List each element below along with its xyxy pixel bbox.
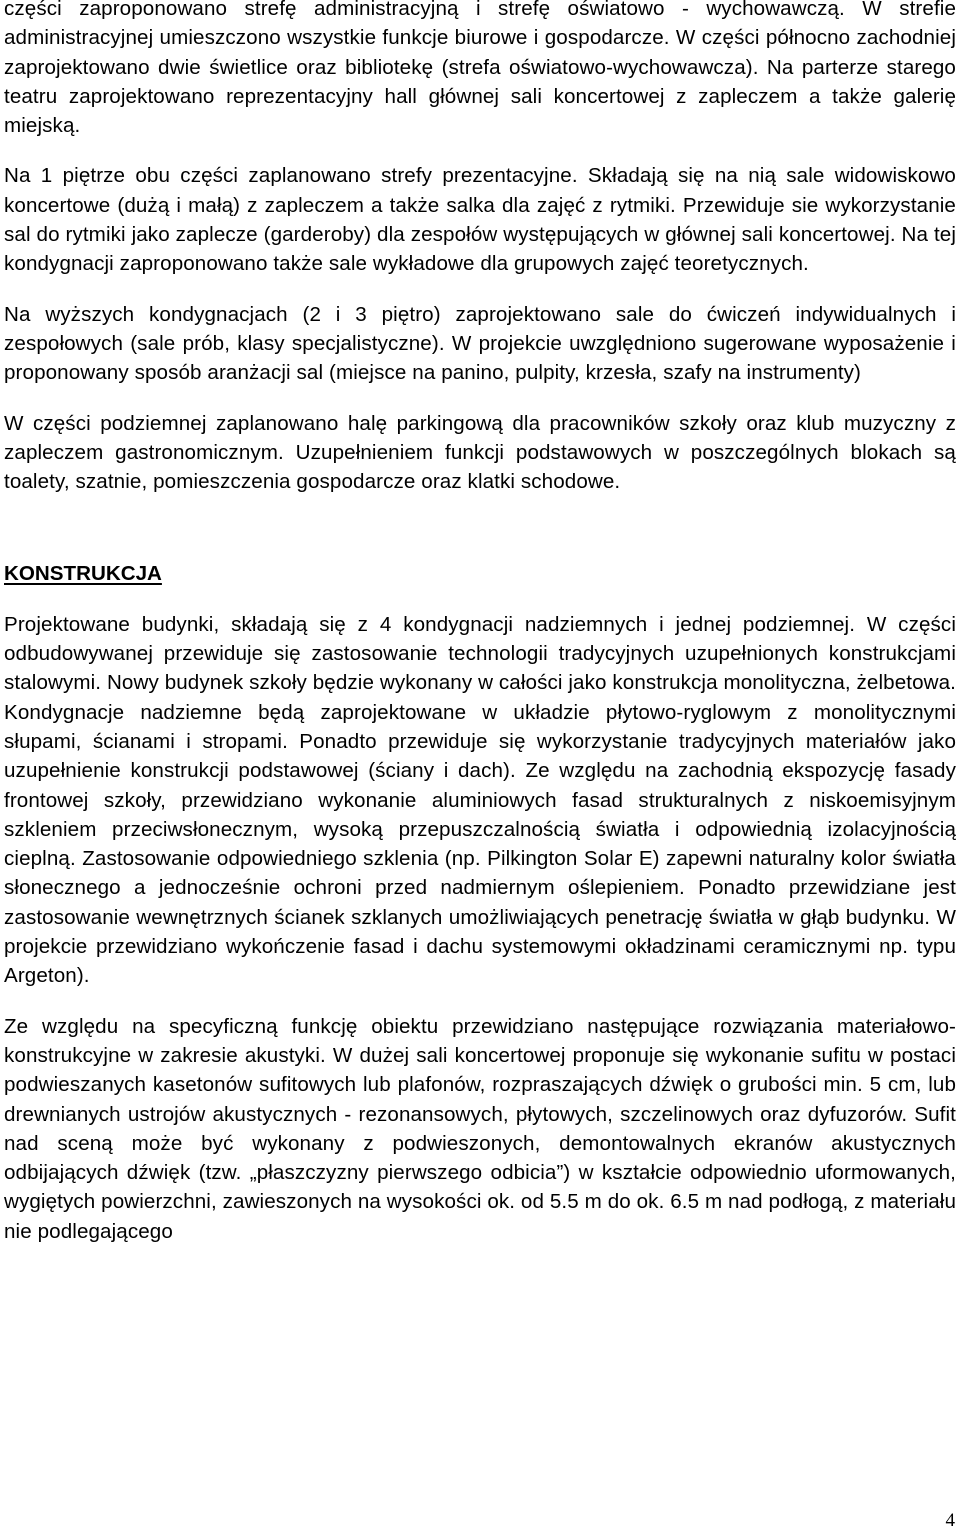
section-heading: KONSTRUKCJA xyxy=(4,562,162,586)
document-page xyxy=(4,0,956,1246)
paragraph-underground: W części podziemnej zaplanowano halę parkingową dla pracowników szkoły oraz klub muzyczny z zapleczem gastronomicznym. Uzupełnieniem funkcji podstawowych w poszczególnych blokach są toalety, szatnie, pomieszczenia gospodarcze oraz klatki schodowe. xyxy=(4,411,956,494)
section-konstrukcja xyxy=(4,559,956,1246)
paragraph-first-floor: Na 1 piętrze obu części zaplanowano strefy prezentacyjne. Składają się na nią sale widowiskowo koncertowe (dużą i małą) z zapleczem a także salka dla zajęć z rytmiki. Przewiduje sie wykorzystanie sal do rytmiki jako zaplecze (garderoby) dla zespołów występujących w głównej sali koncertowej. Na tej kondygnacji zaproponowano także sale wykładowe dla grupowych zajęć teoretycznych. xyxy=(4,164,956,276)
page-number: 4 xyxy=(945,1510,955,1531)
paragraph-acoustics: Ze względu na specyficzną funkcję obiektu przewidziano następujące rozwiązania materiałowo-konstrukcyjne w zakresie akustyki. W dużej sali koncertowej proponuje się wykonanie sufitu w postaci podwieszanych kasetonów sufitowych lub plafonów, rozpraszających dźwięk o grubości min. 5 cm, lub drewnianych ustrojów akustycznych - rezonansowych, płytowych, szczelinowych oraz dyfuzorów. Sufit nad sceną może być wykonany z podwieszonych, demontowalnych ekranów akustycznych odbijających dźwięk (tzw. „płaszczyzny pierwszego odbicia”) w kształcie odpowiednio uformowanych, wygiętych powierzchni, zawieszonych na wysokości ok. od 5.5 m do ok. 6.5 m nad podłogą, z materiału nie podlegającego xyxy=(4,1014,956,1243)
paragraph-functions-zones: części zaproponowano strefę administracyjną i strefę oświatowo - wychowawczą. W strefie administracyjnej umieszczono wszystkie funkcje biurowe i gospodarcze. W części północno zachodniej zaprojektowano dwie świetlice oraz bibliotekę (strefa oświatowo-wychowawcza). Na parterze starego teatru zaprojektowano reprezentacyjny hall głównej sali koncertowej z zapleczem a także galerię miejską. xyxy=(4,0,956,138)
paragraph-upper-floors: Na wyższych kondygnacjach (2 i 3 piętro) zaprojektowano sale do ćwiczeń indywidualnych i zespołowych (sale prób, klasy specjalistyczne). W projekcie uwzględniono sugerowane wyposażenie i proponowany sposób aranżacji sal (miejsce na panino, pulpity, krzesła, szafy na instrumenty) xyxy=(4,302,956,385)
paragraph-construction: Projektowane budynki, składają się z 4 kondygnacji nadziemnych i jednej podziemnej. W części odbudowywanej przewiduje się zastosowanie technologii tradycyjnych uzupełnionych konstrukcjami stalowymi. Nowy budynek szkoły będzie wykonany w całości jako konstrukcja monolityczna, żelbetowa. Kondygnacje nadziemne będą zaprojektowane w układzie płytowo-ryglowym z monolitycznymi słupami, ścianami i stropami. Ponadto przewiduje się wykorzystanie tradycyjnych materiałów jako uzupełnienie konstrukcji podstawowej (ściany i dach). Ze względu na zachodnią ekspozycję fasady frontowej szkoły, przewidziano wykonanie aluminiowych fasad strukturalnych z niskoemisyjnym szkleniem przeciwsłonecznym, wysoką przepuszczalnością światła i odpowiednią izolacyjnością cieplną. Zastosowanie odpowiedniego szklenia (np. Pilkington Solar E) zapewni naturalny kolor światła słonecznego a jednocześnie ochroni przed nadmiernym oślepieniem. Ponadto przewidziane jest zastosowanie wewnętrznych ścianek szklanych umożliwiających penetrację światła w głąb budynku. W projekcie przewidziano wykończenie fasad i dachu systemowymi okładzinami ceramicznymi np. typu Argeton). xyxy=(4,612,956,988)
